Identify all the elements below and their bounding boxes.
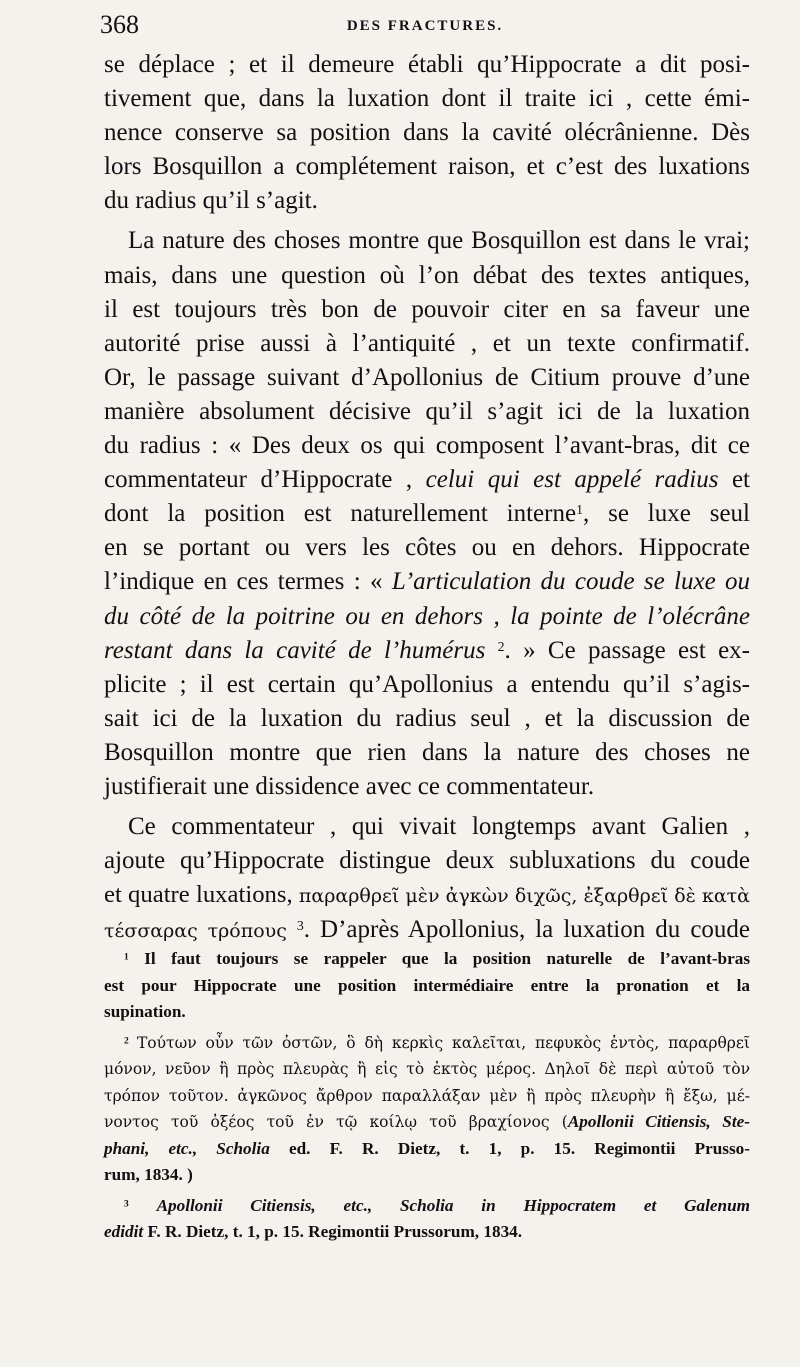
- footnote-ref-2: 2: [497, 638, 505, 654]
- footnote-line: rum, 1834. ): [104, 1165, 193, 1184]
- footnote-1: $^1$ Il faut toujours se rappeler que la position naturelle de l’avant-bras: [124, 949, 751, 968]
- text-line: Ce commentateur , qui vivait longtemps avant Galien ,: [128, 813, 750, 841]
- text-line: ajoute qu’Hippocrate distingue deux subluxations du coude: [104, 847, 750, 875]
- footnote-line: est pour Hippocrate une position intermédiaire entre la pronation et la: [104, 975, 750, 995]
- text-line: autorité prise aussi à l’antiquité , et un texte confirmatif.: [104, 329, 750, 357]
- text-line: se déplace ; et il demeure établi qu’Hippocrate a dit posi-: [104, 51, 750, 78]
- page-header: [100, 4, 750, 50]
- text-line: Or, le passage suivant d’Apollonius de Citium prouve d’une: [104, 363, 750, 391]
- text-line: tivement que, dans la luxation dont il traite ici , cette émi-: [104, 85, 750, 113]
- footnote-line: supination.: [104, 1002, 186, 1021]
- text-line: commentateur d’Hippocrate , celui qui est appelé radius et: [104, 466, 750, 494]
- text-line: La nature des choses montre que Bosquillon est dans le vrai;: [128, 227, 750, 255]
- text-line: et quatre luxations, παραρθρεῖ μὲν ἀγκὼν διχῶς, ἐξαρθρεῖ δὲ κατὰ: [104, 881, 750, 909]
- footnote-marker: 1: [124, 952, 129, 963]
- text-line: mais, dans une question où l’on débat des textes antiques,: [104, 261, 750, 289]
- text-line: l’indique en ces termes : « L’articulation du coude se luxe ou: [104, 568, 750, 596]
- footnote-line: νοντος τοῦ ὀξέος τοῦ ἐν τῷ κοίλῳ τοῦ βραχίονος (Apollonii Citiensis, Ste-: [104, 1112, 750, 1131]
- text-line: du radius qu’il s’agit.: [104, 187, 318, 215]
- text-line: du radius : « Des deux os qui composent l’avant-bras, dit ce: [104, 432, 750, 460]
- footnote-3: $^3$ Apollonii Citiensis, etc., Scholia in Hippocratem et Galenum: [124, 1195, 751, 1215]
- text-line: du côté de la poitrine ou en dehors , la pointe de l’olécrâne: [104, 602, 750, 630]
- footnote-marker: 2: [124, 1035, 129, 1046]
- footnote-ref-1: 1: [576, 502, 583, 518]
- main-text: [104, 48, 750, 948]
- footnote-line: phani, etc., Scholia ed. F. R. Dietz, t. 1, p. 15. Regimontii Prusso-: [104, 1138, 750, 1158]
- text-line: lors Bosquillon a complétement raison, et c’est des luxations: [104, 153, 750, 181]
- text-line: plicite ; il est certain qu’Apollonius a entendu qu’il s’agis-: [104, 670, 750, 698]
- italic-phrase: celui qui est appelé radius: [425, 466, 719, 494]
- text-line: en se portant ou vers les côtes ou en dehors. Hippocrate: [104, 534, 750, 562]
- text-line: restant dans la cavité de l’humérus $^2$. » Ce passage est ex-: [104, 636, 751, 664]
- text-line: Bosquillon montre que rien dans la nature des choses ne: [104, 738, 750, 766]
- footnote-line: τρόπον τοῦτον. ἀγκῶνος ἄρθρον παραλλάξαν μὲν ἢ πρὸς πλευρὴν ἢ ἔξω, μέ-: [104, 1086, 750, 1105]
- text-line: il est toujours très bon de pouvoir citer en sa faveur une: [104, 295, 750, 323]
- text-line: justifierait une dissidence avec ce commentateur.: [104, 772, 595, 800]
- running-head: DES FRACTURES.: [346, 18, 504, 34]
- page-number: 368: [100, 10, 139, 39]
- footnote-line: μόνον, νεῦον ἢ πρὸς πλευρὰς ἢ εἰς τὸ ἐκτὸς μέρος. Δηλοῖ δὲ περὶ αὐτοῦ τὸν: [104, 1060, 750, 1078]
- italic-quote: L’articulation du coude se luxe ou: [391, 568, 750, 596]
- text-line: nence conserve sa position dans la cavité olécrânienne. Dès: [104, 119, 750, 147]
- footnote-marker: 3: [124, 1198, 129, 1209]
- text-line: sait ici de la luxation du radius seul , et la discussion de: [104, 704, 750, 732]
- greek-quote: παραρθρεῖ μὲν ἀγκὼν διχῶς, ἐξαρθρεῖ δὲ κατὰ: [298, 885, 750, 908]
- text-line: τέσσαρας τρόπους $^3$. D’après Apollonius, la luxation du coude: [104, 916, 751, 944]
- footnotes: [104, 946, 750, 1246]
- footnote-2: $^2$ Τούτων οὖν τῶν ὀστῶν, ὃ δὴ κερκὶς καλεῖται, πεφυκὸς ἐντὸς, παραρθρεῖ: [124, 1033, 750, 1052]
- footnote-line: edidit F. R. Dietz, t. 1, p. 15. Regimontii Prussorum, 1834.: [104, 1222, 523, 1241]
- footnote-ref-3: 3: [296, 918, 304, 934]
- text-line: dont la position est naturellement interne$^1$, se luxe seul: [104, 500, 750, 528]
- text-line: manière absolument décisive qu’il s’agit ici de la luxation: [104, 397, 750, 425]
